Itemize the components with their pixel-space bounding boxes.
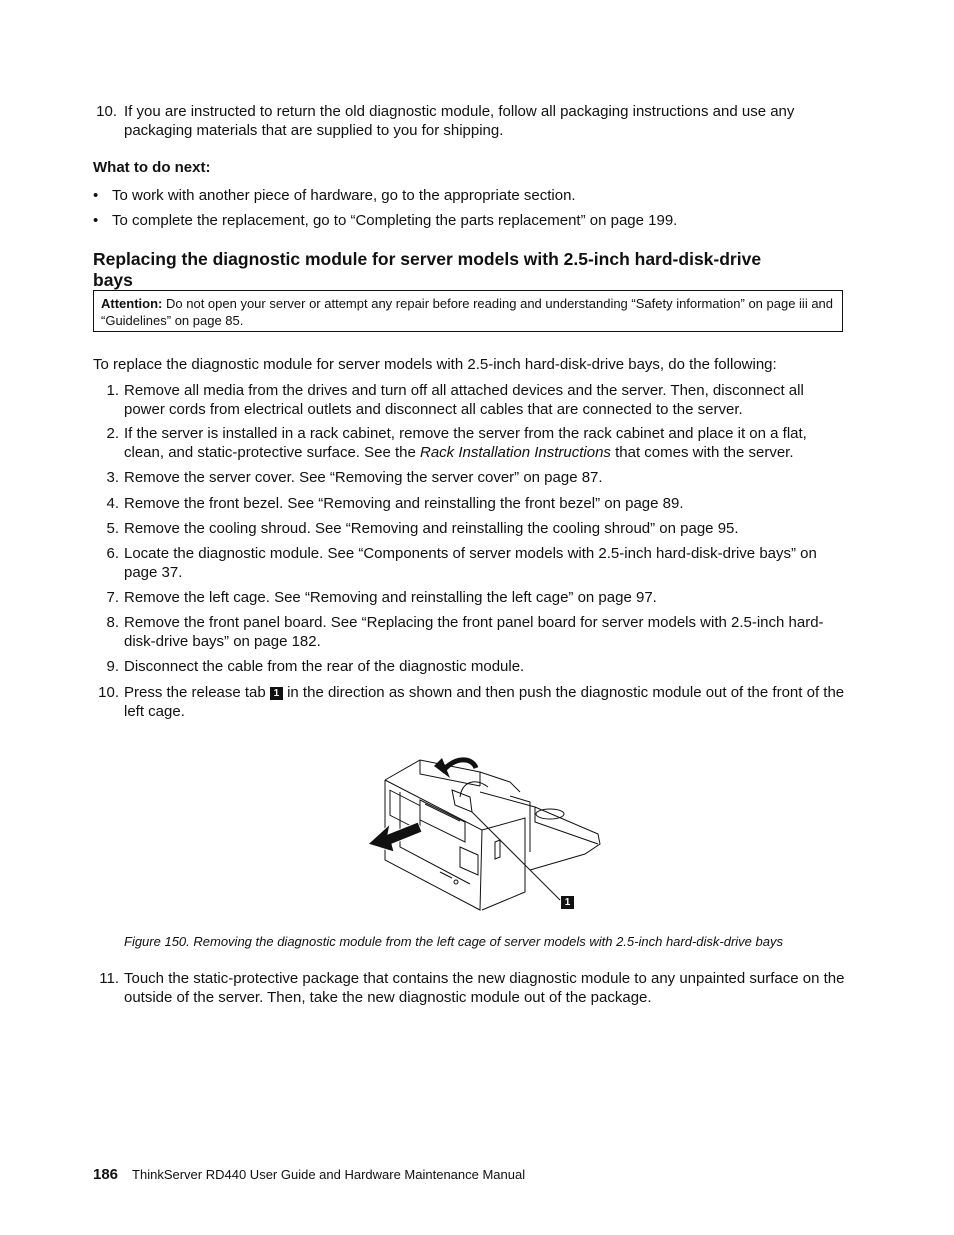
step-text: Locate the diagnostic module. See “Components of server models with 2.5-inch hard-disk-drive bays” on page 37. xyxy=(124,545,817,581)
step-number: 10. xyxy=(98,684,119,701)
step-text-a: If the server is installed in a rack cabinet, remove the server from the rack cabinet and place it on a flat, clean, and static-protective surface. See the xyxy=(124,425,807,461)
diagnostic-module-removal-figure xyxy=(360,752,610,912)
step-text-emphasis: Rack Installation Instructions xyxy=(420,444,611,461)
step-number: 3. xyxy=(106,469,119,486)
step-text: Remove the cooling shroud. See “Removing and reinstalling the cooling shroud” on page 95. xyxy=(124,520,739,537)
step-text: Remove the left cage. See “Removing and reinstalling the left cage” on page 97. xyxy=(124,589,657,606)
section-title-line1: Replacing the diagnostic module for server models with 2.5-inch hard-disk-drive xyxy=(93,249,762,269)
bullet-icon: • xyxy=(93,212,99,229)
step-text: Touch the static-protective package that contains the new diagnostic module to any unpainted surface on the outside of the server. Then, take the new diagnostic module out of the package. xyxy=(124,970,845,1006)
section-heading xyxy=(93,249,853,291)
step-number: 7. xyxy=(106,589,119,606)
step-number: 9. xyxy=(106,658,119,675)
bullet-icon: • xyxy=(93,187,99,204)
step-number: 4. xyxy=(106,495,119,512)
step-text-b: that comes with the server. xyxy=(610,444,794,461)
step-text: Remove the server cover. See “Removing the server cover” on page 87. xyxy=(124,469,603,486)
step-text: Disconnect the cable from the rear of the diagnostic module. xyxy=(124,658,525,675)
step-text-a: Press the release tab xyxy=(124,684,270,701)
section-title-line2: bays xyxy=(93,270,133,290)
step-text xyxy=(124,683,846,721)
page-footer xyxy=(93,1166,525,1183)
next-heading: What to do next: xyxy=(93,159,211,176)
step-number: 5. xyxy=(106,520,119,537)
step-text: Remove the front bezel. See “Removing and reinstalling the front bezel” on page 89. xyxy=(124,495,684,512)
attention-label: Attention: xyxy=(101,296,163,311)
step-number: 2. xyxy=(106,425,119,442)
figure-callout-badge: 1 xyxy=(561,896,574,909)
step-number: 10. xyxy=(96,103,117,120)
step-number: 11. xyxy=(99,970,119,987)
figure-caption: Figure 150. Removing the diagnostic module from the left cage of server models with 2.5-inch hard-disk-drive bays xyxy=(124,934,783,949)
attention-box xyxy=(93,290,843,332)
step-text: Remove all media from the drives and turn off all attached devices and the server. Then, disconnect all power cords from electrical outlets and disconnect all cables that are connected to the server. xyxy=(124,382,804,418)
step-text xyxy=(124,424,846,462)
bullet-item: To work with another piece of hardware, go to the appropriate section. xyxy=(112,187,576,204)
manual-title: ThinkServer RD440 User Guide and Hardware Maintenance Manual xyxy=(132,1167,526,1182)
step-text-b: in the direction as shown and then push the diagnostic module out of the front of the left cage. xyxy=(124,684,845,720)
intro-text: To replace the diagnostic module for server models with 2.5-inch hard-disk-drive bays, do the following: xyxy=(93,356,777,373)
step-number: 1. xyxy=(106,382,119,399)
step-number: 6. xyxy=(106,545,119,562)
push-arrow-icon xyxy=(368,822,422,852)
step-number: 8. xyxy=(106,614,119,631)
step-text: If you are instructed to return the old diagnostic module, follow all packaging instructions and use any packaging materials that are supplied to you for shipping. xyxy=(124,103,795,139)
bullet-item: To complete the replacement, go to “Completing the parts replacement” on page 199. xyxy=(112,212,678,229)
step-text: Remove the front panel board. See “Replacing the front panel board for server models with 2.5-inch hard-disk-drive bays” on page 182. xyxy=(124,614,824,650)
callout-badge: 1 xyxy=(270,687,283,700)
attention-text: Do not open your server or attempt any repair before reading and understanding “Safety information” on page iii and “Guidelines” on page 85. xyxy=(101,296,834,328)
page-number: 186 xyxy=(93,1166,119,1183)
